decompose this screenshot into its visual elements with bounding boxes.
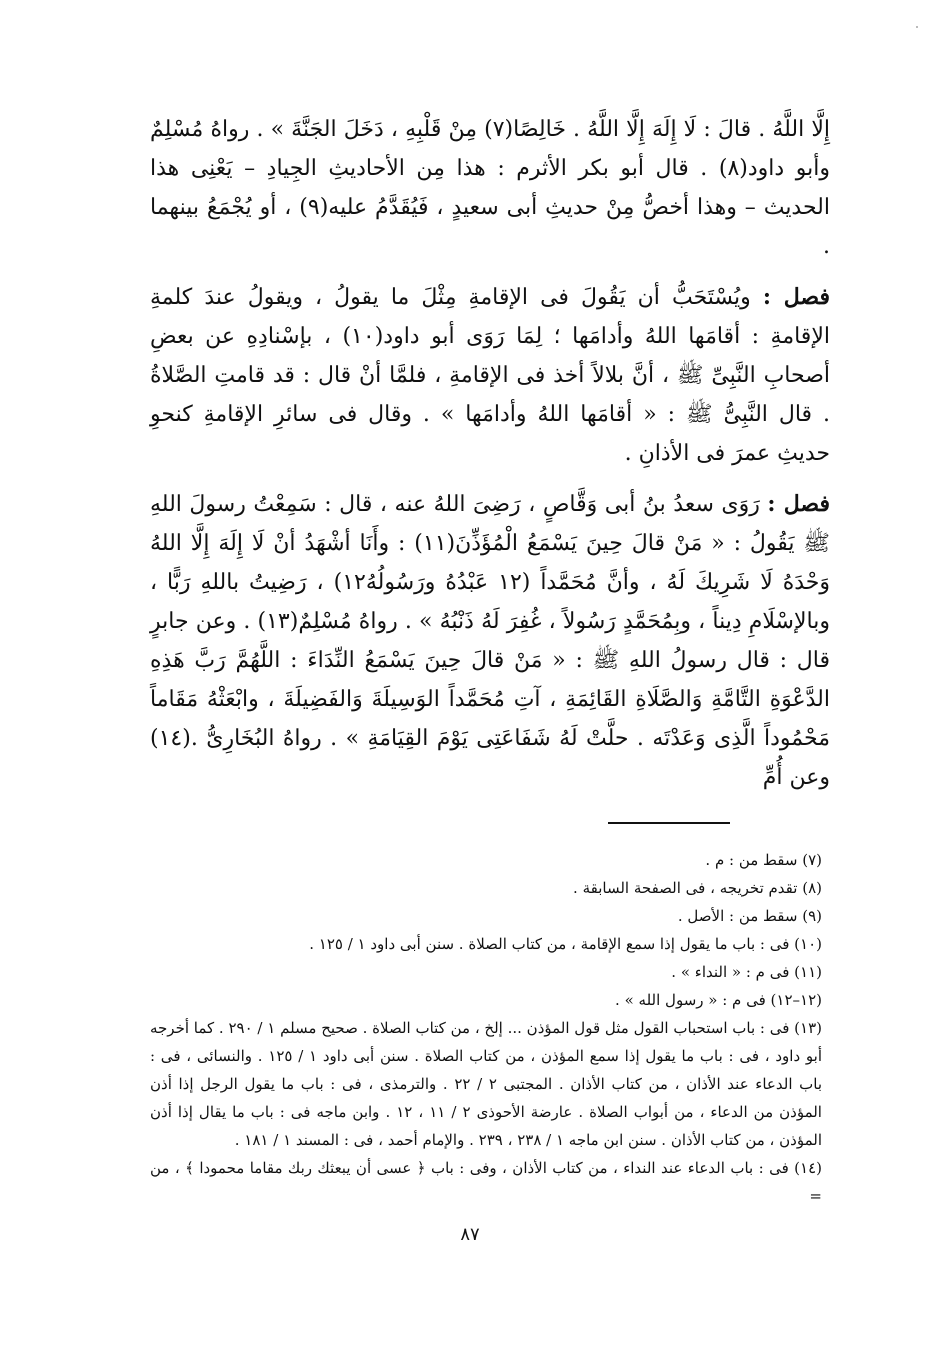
main-text xyxy=(150,110,830,797)
paragraph-2-text: ويُسْتَحَبُّ أن يَقُولَ فى الإقامةِ مِثْلَ ما يقولُ ، ويقولُ عندَ كلمةِ الإقامةِ : أقامَها اللهُ وأدامَها ؛ لِمَا رَوَى أبو داود(١٠) ، بإسْنادِهِ عن بعضِ أصحابِ النَّبِىِّ ﷺ ، أنَّ بلالاً أخذ فى الإقامةِ ، فلمَّا أنْ قال : قد قامتِ الصَّلاةُ . قال النَّبِىُّ ﷺ : « أقامَها اللهُ وأدامَها » . وقال فى سائرِ الإقامةِ كنحوِ حديثِ عمرَ فى الأذانِ . xyxy=(150,285,830,466)
footnote-9: (٩) سقط من : الأصل . xyxy=(677,907,822,925)
footnote-11: (١١) فى م : « النداء » . xyxy=(671,963,822,981)
footnote-8: (٨) تقدم تخريجه ، فى الصفحة السابقة . xyxy=(573,879,822,897)
paragraph-3 xyxy=(150,485,830,797)
paragraph-3-text: رَوَى سعدُ بنُ أبى وَقَّاصٍ ، رَضِىَ اللهُ عنه ، قال : سَمِعْتُ رسولَ اللهِ ﷺ يَقُولُ : « مَنْ قالَ حِينَ يَسْمَعُ الْمُؤَذِّنَ(١١) : وأَنَا أشْهَدُ أنْ لَا إِلَهَ إِلَّا اللهُ وَحْدَهُ لَا شَرِيكَ لَهُ ، وأنَّ مُحَمَّداً (١٢ عَبْدُهُ ورَسُولُهُ١٢) ، رَضِيتُ باللهِ رَبًّا ، وبالإسْلَامِ دِيناً ، وبِمُحَمَّدٍ رَسُولاً ، غُفِرَ لَهُ ذَنْبُهُ » . رواهُ مُسْلِمٌ(١٣) . وعن جابرٍ قال : قال رسولُ اللهِ ﷺ : « مَنْ قالَ حِينَ يَسْمَعُ النِّدَاءَ : اللَّهُمَّ رَبَّ هَذِهِ الدَّعْوَةِ التَّامَّةِ وَالصَّلَاةِ القَائِمَةِ ، آتِ مُحَمَّداً الوَسِيلَةَ وَالفَضِيلَةَ ، وابْعَثْهُ مَقَاماً مَحْمُوداً الَّذِى وَعَدْتَه . حلَّتْ لَهُ شَفَاعَتِى يَوْمَ القِيَامَةِ » . رواهُ البُخَارِىُّ .(١٤) وعن أُمِّ xyxy=(150,492,831,790)
paragraph-1 xyxy=(150,110,830,266)
scan-speck xyxy=(916,26,918,28)
section-heading: فصل : xyxy=(762,284,830,310)
footnote-13: (١٣) فى : باب استحباب القول مثل قول المؤذن ... إلخ ، من كتاب الصلاة . صحيح مسلم ١ / ٢٩٠ . كما أخرجه أبو داود ، فى : باب ما يقول إذا سمع المؤذن ، من كتاب الصلاة . سنن أبى داود ١ / ١٢٥ . والنسائى ، فى : باب الدعاء عند الأذان ، من كتاب الأذان . المجتبى ٢ / ٢٢ . والترمذى ، فى : باب ما يقول الرجل إذا أذن المؤذن من الدعاء ، من أبواب الصلاة . عارضة الأحوذى ٢ / ١١ ، ١٢ . وابن ماجه فى : باب ما يقال إذا أذن المؤذن ، من كتاب الأذان . سنن ابن ماجه ١ / ٢٣٨ ، ٢٣٩ . والإمام أحمد ، فى : المسند ١ / ١٨١ . xyxy=(149,1019,823,1149)
paragraph-2 xyxy=(150,278,830,473)
footnote-14: (١٤) فى : باب الدعاء عند النداء ، من كتاب الأذان ، وفى : باب ﴿ عسى أن يبعثك ربك مقاما محمودا ﴾ ، من = xyxy=(150,1159,822,1205)
footnotes xyxy=(150,846,822,1210)
paragraph-1-text: إِلَّا اللَّهُ . قالَ : لَا إِلَهَ إِلَّا اللَّهُ . خَالِصًا(٧) مِنْ قَلْبِهِ ، دَخَلَ الجَنَّةَ » . رواهُ مُسْلِمٌ وأبو داود(٨) . قال أبو بكر الأثرم : هذا مِن الأحاديثِ الجِيادِ – يَعْنِى هذا الحديث – وهذا أخصُّ مِنْ حديثِ أبى سعيدٍ ، فَيُقَدَّمُ عليه(٩) ، أو يُجْمَعُ بينهما . xyxy=(150,117,831,259)
footnote-10: (١٠) فى : باب ما يقول إذا سمع الإقامة ، من كتاب الصلاة . سنن أبى داود ١ / ١٢٥ . xyxy=(309,935,822,953)
section-heading: فصل : xyxy=(767,491,830,517)
page-number: ٨٧ xyxy=(460,1224,480,1245)
footnote-7: (٧) سقط من : م . xyxy=(705,851,822,869)
footnote-divider xyxy=(608,822,730,824)
footnote-12: (١٢–١٢) فى م : « رسول الله » . xyxy=(615,991,822,1009)
